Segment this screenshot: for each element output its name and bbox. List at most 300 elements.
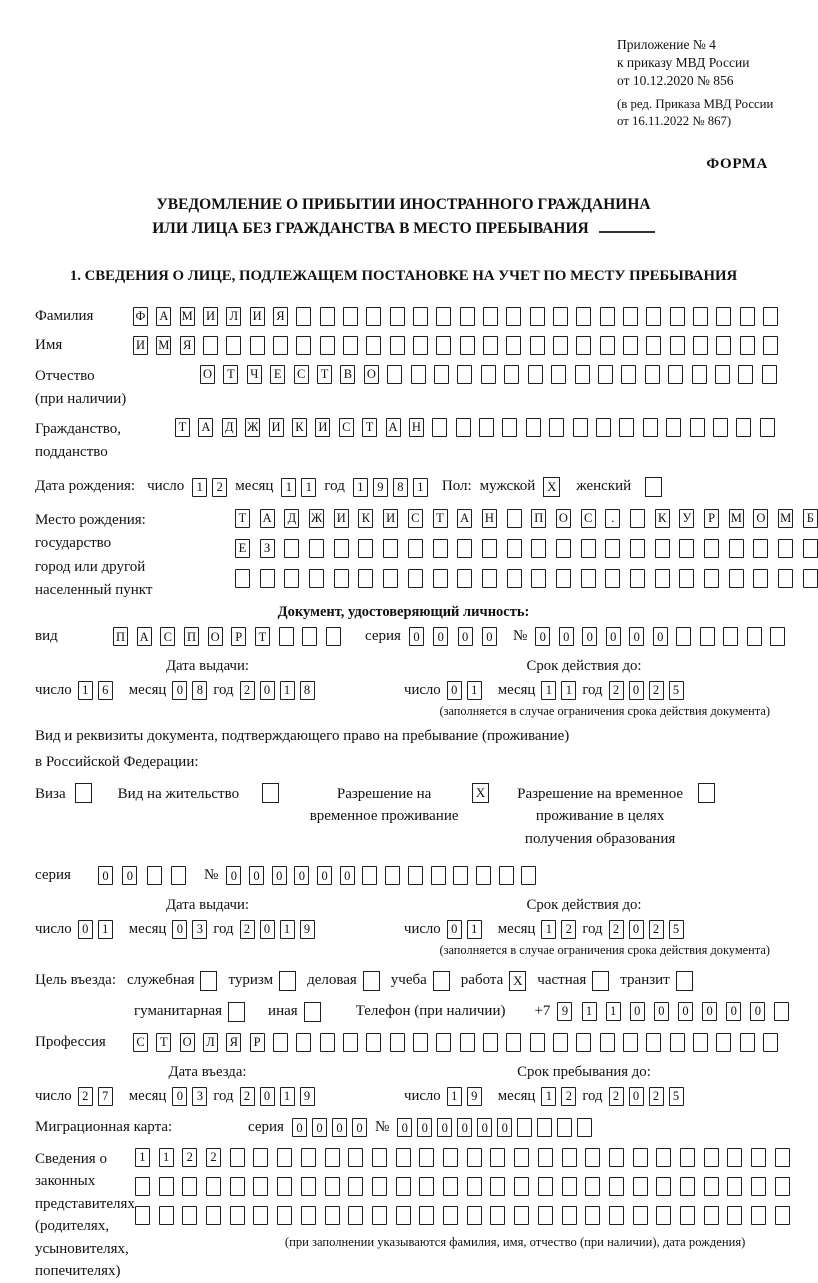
form-cell[interactable] xyxy=(803,539,818,558)
form-cell[interactable] xyxy=(490,1148,505,1167)
form-cell[interactable] xyxy=(630,509,645,528)
form-cell[interactable] xyxy=(736,418,751,437)
form-cell[interactable] xyxy=(387,365,402,384)
form-cell[interactable]: 0 xyxy=(172,1087,187,1106)
form-cell[interactable]: М xyxy=(729,509,744,528)
form-cell[interactable] xyxy=(576,336,591,355)
form-cell[interactable] xyxy=(600,336,615,355)
form-cell[interactable] xyxy=(530,336,545,355)
form-cell[interactable] xyxy=(366,307,381,326)
form-cell[interactable] xyxy=(230,1177,245,1196)
form-cell[interactable] xyxy=(778,539,793,558)
purpose-tourism-checkbox[interactable] xyxy=(279,971,296,991)
form-cell[interactable]: 0 xyxy=(417,1118,432,1137)
form-cell[interactable] xyxy=(284,569,299,588)
form-cell[interactable] xyxy=(413,307,428,326)
form-cell[interactable] xyxy=(598,365,613,384)
form-cell[interactable] xyxy=(419,1177,434,1196)
form-cell[interactable]: 1 xyxy=(159,1148,174,1167)
form-cell[interactable] xyxy=(585,1177,600,1196)
form-cell[interactable] xyxy=(600,1033,615,1052)
form-cell[interactable]: 1 xyxy=(353,478,368,497)
form-cell[interactable] xyxy=(778,569,793,588)
form-cell[interactable]: 2 xyxy=(609,1087,624,1106)
form-cell[interactable] xyxy=(260,569,275,588)
form-cell[interactable]: 0 xyxy=(249,866,264,885)
form-cell[interactable] xyxy=(502,418,517,437)
doc-type-cells[interactable] xyxy=(113,627,341,646)
form-cell[interactable]: 0 xyxy=(653,627,668,646)
form-cell[interactable] xyxy=(396,1177,411,1196)
form-cell[interactable]: 1 xyxy=(280,681,295,700)
form-cell[interactable]: 1 xyxy=(135,1148,150,1167)
form-cell[interactable]: 0 xyxy=(260,920,275,939)
form-cell[interactable] xyxy=(646,336,661,355)
form-cell[interactable] xyxy=(753,539,768,558)
issue-month-cells[interactable] xyxy=(172,681,207,700)
form-cell[interactable]: И xyxy=(315,418,330,437)
birth-place-row1-cells[interactable] xyxy=(235,509,818,528)
form-cell[interactable] xyxy=(762,365,777,384)
form-cell[interactable] xyxy=(325,1148,340,1167)
form-cell[interactable] xyxy=(774,1002,789,1021)
form-cell[interactable]: 0 xyxy=(630,1002,645,1021)
form-cell[interactable] xyxy=(431,866,446,885)
form-cell[interactable]: 0 xyxy=(629,920,644,939)
form-cell[interactable]: М xyxy=(180,307,195,326)
form-cell[interactable] xyxy=(692,365,707,384)
form-cell[interactable] xyxy=(803,569,818,588)
form-cell[interactable]: Р xyxy=(231,627,246,646)
form-cell[interactable] xyxy=(273,336,288,355)
form-cell[interactable] xyxy=(457,365,472,384)
form-cell[interactable] xyxy=(253,1206,268,1225)
form-cell[interactable]: Т xyxy=(223,365,238,384)
form-cell[interactable] xyxy=(320,1033,335,1052)
form-cell[interactable] xyxy=(656,1177,671,1196)
profession-cells[interactable] xyxy=(133,1033,778,1052)
purpose-humanitarian-checkbox[interactable] xyxy=(228,1002,245,1022)
form-cell[interactable] xyxy=(436,1033,451,1052)
form-cell[interactable] xyxy=(372,1206,387,1225)
form-cell[interactable]: 0 xyxy=(477,1118,492,1137)
form-cell[interactable]: 0 xyxy=(726,1002,741,1021)
form-cell[interactable] xyxy=(482,569,497,588)
form-cell[interactable]: П xyxy=(531,509,546,528)
form-cell[interactable]: 0 xyxy=(629,681,644,700)
doc-series-cells[interactable] xyxy=(409,627,497,646)
form-cell[interactable]: 0 xyxy=(437,1118,452,1137)
expiry-year-cells[interactable] xyxy=(609,681,684,700)
form-cell[interactable] xyxy=(679,539,694,558)
form-cell[interactable] xyxy=(556,539,571,558)
form-cell[interactable] xyxy=(715,365,730,384)
form-cell[interactable] xyxy=(348,1148,363,1167)
form-cell[interactable]: 1 xyxy=(447,1087,462,1106)
form-cell[interactable]: Р xyxy=(704,509,719,528)
form-cell[interactable]: 2 xyxy=(240,1087,255,1106)
form-cell[interactable] xyxy=(670,1033,685,1052)
form-cell[interactable] xyxy=(531,569,546,588)
form-cell[interactable] xyxy=(436,307,451,326)
form-cell[interactable]: 0 xyxy=(409,627,424,646)
birth-place-row3-cells[interactable] xyxy=(235,569,818,588)
form-cell[interactable]: К xyxy=(358,509,373,528)
form-cell[interactable] xyxy=(693,1033,708,1052)
form-cell[interactable] xyxy=(538,1177,553,1196)
form-cell[interactable] xyxy=(680,1206,695,1225)
form-cell[interactable] xyxy=(506,307,521,326)
form-cell[interactable]: 1 xyxy=(280,1087,295,1106)
purpose-study-checkbox[interactable] xyxy=(433,971,450,991)
form-cell[interactable]: 2 xyxy=(240,681,255,700)
form-cell[interactable]: 5 xyxy=(669,1087,684,1106)
form-cell[interactable] xyxy=(277,1177,292,1196)
form-cell[interactable] xyxy=(605,569,620,588)
form-cell[interactable] xyxy=(277,1206,292,1225)
form-cell[interactable] xyxy=(751,1177,766,1196)
form-cell[interactable] xyxy=(704,1148,719,1167)
form-cell[interactable]: 1 xyxy=(467,920,482,939)
form-cell[interactable]: 0 xyxy=(317,866,332,885)
form-cell[interactable]: Л xyxy=(203,1033,218,1052)
form-cell[interactable]: 0 xyxy=(433,627,448,646)
form-cell[interactable] xyxy=(171,866,186,885)
form-cell[interactable] xyxy=(630,539,645,558)
form-cell[interactable] xyxy=(135,1206,150,1225)
form-cell[interactable] xyxy=(537,1118,552,1137)
form-cell[interactable]: 0 xyxy=(750,1002,765,1021)
birth-year-cells[interactable] xyxy=(353,478,428,497)
form-cell[interactable] xyxy=(419,1206,434,1225)
form-cell[interactable] xyxy=(226,336,241,355)
form-cell[interactable] xyxy=(690,418,705,437)
form-cell[interactable]: 2 xyxy=(649,681,664,700)
form-cell[interactable] xyxy=(679,569,694,588)
form-cell[interactable]: 2 xyxy=(609,920,624,939)
form-cell[interactable] xyxy=(483,307,498,326)
form-cell[interactable]: 0 xyxy=(340,866,355,885)
form-cell[interactable]: А xyxy=(386,418,401,437)
form-cell[interactable] xyxy=(581,539,596,558)
residence-issue-month-cells[interactable] xyxy=(172,920,207,939)
form-cell[interactable] xyxy=(372,1148,387,1167)
form-cell[interactable] xyxy=(623,1033,638,1052)
form-cell[interactable]: 0 xyxy=(260,681,275,700)
form-cell[interactable] xyxy=(443,1177,458,1196)
form-cell[interactable] xyxy=(230,1206,245,1225)
form-cell[interactable]: П xyxy=(184,627,199,646)
form-cell[interactable]: 0 xyxy=(629,627,644,646)
form-cell[interactable] xyxy=(576,1033,591,1052)
form-cell[interactable] xyxy=(530,307,545,326)
form-cell[interactable] xyxy=(655,569,670,588)
form-cell[interactable] xyxy=(358,539,373,558)
form-cell[interactable]: 1 xyxy=(561,681,576,700)
form-cell[interactable] xyxy=(343,307,358,326)
form-cell[interactable]: 2 xyxy=(212,478,227,497)
form-cell[interactable] xyxy=(727,1177,742,1196)
form-cell[interactable] xyxy=(390,1033,405,1052)
form-cell[interactable]: 0 xyxy=(260,1087,275,1106)
form-cell[interactable] xyxy=(358,569,373,588)
form-cell[interactable] xyxy=(507,569,522,588)
form-cell[interactable]: 0 xyxy=(678,1002,693,1021)
form-cell[interactable] xyxy=(396,1206,411,1225)
form-cell[interactable] xyxy=(182,1177,197,1196)
form-cell[interactable] xyxy=(279,627,294,646)
form-cell[interactable] xyxy=(457,539,472,558)
residence-issue-day-cells[interactable] xyxy=(78,920,113,939)
form-cell[interactable] xyxy=(609,1177,624,1196)
entry-month-cells[interactable] xyxy=(172,1087,207,1106)
form-cell[interactable] xyxy=(366,336,381,355)
form-cell[interactable]: А xyxy=(260,509,275,528)
form-cell[interactable]: З xyxy=(260,539,275,558)
form-cell[interactable] xyxy=(656,1206,671,1225)
form-cell[interactable] xyxy=(320,336,335,355)
form-cell[interactable]: 8 xyxy=(192,681,207,700)
sex-female-checkbox[interactable] xyxy=(645,477,662,497)
form-cell[interactable] xyxy=(481,365,496,384)
form-cell[interactable] xyxy=(479,418,494,437)
form-cell[interactable] xyxy=(556,569,571,588)
form-cell[interactable] xyxy=(348,1206,363,1225)
form-cell[interactable]: 9 xyxy=(467,1087,482,1106)
form-cell[interactable]: 0 xyxy=(535,627,550,646)
form-cell[interactable] xyxy=(605,539,620,558)
form-cell[interactable] xyxy=(775,1177,790,1196)
form-cell[interactable]: 0 xyxy=(397,1118,412,1137)
form-cell[interactable] xyxy=(383,569,398,588)
form-cell[interactable]: А xyxy=(457,509,472,528)
form-cell[interactable] xyxy=(623,307,638,326)
form-cell[interactable]: М xyxy=(778,509,793,528)
form-cell[interactable] xyxy=(727,1206,742,1225)
form-cell[interactable] xyxy=(693,307,708,326)
doc-number-cells[interactable] xyxy=(535,627,785,646)
form-cell[interactable] xyxy=(467,1206,482,1225)
form-cell[interactable] xyxy=(432,418,447,437)
form-cell[interactable]: Н xyxy=(482,509,497,528)
form-cell[interactable]: Е xyxy=(270,365,285,384)
form-cell[interactable] xyxy=(343,336,358,355)
form-cell[interactable] xyxy=(763,336,778,355)
form-cell[interactable] xyxy=(206,1206,221,1225)
residence-number-cells[interactable] xyxy=(226,866,536,885)
form-cell[interactable] xyxy=(576,307,591,326)
form-cell[interactable]: 9 xyxy=(373,478,388,497)
stay-year-cells[interactable] xyxy=(609,1087,684,1106)
form-cell[interactable]: 2 xyxy=(649,920,664,939)
form-cell[interactable]: 0 xyxy=(352,1118,367,1137)
form-cell[interactable] xyxy=(655,539,670,558)
form-cell[interactable] xyxy=(411,365,426,384)
form-cell[interactable]: П xyxy=(113,627,128,646)
form-cell[interactable]: 2 xyxy=(240,920,255,939)
form-cell[interactable]: И xyxy=(203,307,218,326)
form-cell[interactable] xyxy=(235,569,250,588)
form-cell[interactable] xyxy=(531,539,546,558)
form-cell[interactable] xyxy=(396,1148,411,1167)
form-cell[interactable] xyxy=(609,1148,624,1167)
form-cell[interactable]: 1 xyxy=(582,1002,597,1021)
form-cell[interactable] xyxy=(147,866,162,885)
form-cell[interactable]: 2 xyxy=(649,1087,664,1106)
purpose-official-checkbox[interactable] xyxy=(200,971,217,991)
form-cell[interactable]: А xyxy=(156,307,171,326)
form-cell[interactable] xyxy=(553,1033,568,1052)
form-cell[interactable] xyxy=(517,1118,532,1137)
form-cell[interactable] xyxy=(206,1177,221,1196)
form-cell[interactable] xyxy=(633,1206,648,1225)
residence-expiry-month-cells[interactable] xyxy=(541,920,576,939)
form-cell[interactable] xyxy=(621,365,636,384)
form-cell[interactable]: 1 xyxy=(78,681,93,700)
form-cell[interactable] xyxy=(408,569,423,588)
form-cell[interactable]: 5 xyxy=(669,920,684,939)
form-cell[interactable] xyxy=(763,1033,778,1052)
residence-expiry-day-cells[interactable] xyxy=(447,920,482,939)
form-cell[interactable]: О xyxy=(180,1033,195,1052)
form-cell[interactable] xyxy=(383,539,398,558)
form-cell[interactable] xyxy=(562,1177,577,1196)
form-cell[interactable] xyxy=(680,1148,695,1167)
form-cell[interactable] xyxy=(467,1148,482,1167)
form-cell[interactable]: Б xyxy=(803,509,818,528)
form-cell[interactable]: Д xyxy=(222,418,237,437)
form-cell[interactable]: 0 xyxy=(629,1087,644,1106)
form-cell[interactable]: Т xyxy=(317,365,332,384)
form-cell[interactable]: Ф xyxy=(133,307,148,326)
form-cell[interactable]: 3 xyxy=(192,1087,207,1106)
form-cell[interactable] xyxy=(514,1177,529,1196)
form-cell[interactable] xyxy=(135,1177,150,1196)
form-cell[interactable] xyxy=(343,1033,358,1052)
form-cell[interactable]: 0 xyxy=(332,1118,347,1137)
form-cell[interactable] xyxy=(656,1148,671,1167)
form-cell[interactable]: 0 xyxy=(654,1002,669,1021)
form-cell[interactable] xyxy=(507,539,522,558)
form-cell[interactable] xyxy=(490,1177,505,1196)
form-cell[interactable]: 1 xyxy=(606,1002,621,1021)
given-name-cells[interactable] xyxy=(133,336,778,355)
form-cell[interactable]: С xyxy=(581,509,596,528)
form-cell[interactable] xyxy=(390,336,405,355)
form-cell[interactable]: О xyxy=(556,509,571,528)
form-cell[interactable] xyxy=(553,307,568,326)
form-cell[interactable] xyxy=(408,539,423,558)
form-cell[interactable] xyxy=(729,569,744,588)
form-cell[interactable] xyxy=(526,418,541,437)
form-cell[interactable]: Т xyxy=(175,418,190,437)
form-cell[interactable] xyxy=(521,866,536,885)
form-cell[interactable] xyxy=(646,1033,661,1052)
form-cell[interactable]: 1 xyxy=(301,478,316,497)
form-cell[interactable] xyxy=(325,1177,340,1196)
form-cell[interactable]: К xyxy=(292,418,307,437)
form-cell[interactable]: 0 xyxy=(172,920,187,939)
residence-permit-checkbox[interactable] xyxy=(262,783,279,803)
form-cell[interactable] xyxy=(538,1148,553,1167)
form-cell[interactable]: 0 xyxy=(98,866,113,885)
form-cell[interactable]: 0 xyxy=(292,1118,307,1137)
form-cell[interactable] xyxy=(366,1033,381,1052)
form-cell[interactable]: С xyxy=(339,418,354,437)
citizenship-cells[interactable] xyxy=(175,418,775,437)
form-cell[interactable] xyxy=(514,1206,529,1225)
form-cell[interactable] xyxy=(182,1206,197,1225)
form-cell[interactable]: О xyxy=(753,509,768,528)
representatives-row2-cells[interactable] xyxy=(135,1177,790,1196)
form-cell[interactable] xyxy=(413,336,428,355)
form-cell[interactable]: К xyxy=(655,509,670,528)
form-cell[interactable] xyxy=(670,336,685,355)
form-cell[interactable] xyxy=(506,1033,521,1052)
form-cell[interactable] xyxy=(528,365,543,384)
form-cell[interactable]: 6 xyxy=(98,681,113,700)
form-cell[interactable]: 9 xyxy=(300,1087,315,1106)
form-cell[interactable] xyxy=(334,539,349,558)
form-cell[interactable]: Ж xyxy=(245,418,260,437)
form-cell[interactable] xyxy=(301,1177,316,1196)
form-cell[interactable] xyxy=(760,418,775,437)
form-cell[interactable] xyxy=(630,569,645,588)
form-cell[interactable]: Д xyxy=(284,509,299,528)
form-cell[interactable] xyxy=(253,1148,268,1167)
form-cell[interactable]: Н xyxy=(409,418,424,437)
form-cell[interactable] xyxy=(309,539,324,558)
migration-series-cells[interactable] xyxy=(292,1118,367,1137)
form-cell[interactable]: Я xyxy=(180,336,195,355)
form-cell[interactable] xyxy=(309,569,324,588)
form-cell[interactable] xyxy=(557,1118,572,1137)
form-cell[interactable] xyxy=(751,1148,766,1167)
form-cell[interactable] xyxy=(456,418,471,437)
form-cell[interactable] xyxy=(585,1206,600,1225)
form-cell[interactable] xyxy=(408,866,423,885)
form-cell[interactable] xyxy=(753,569,768,588)
form-cell[interactable] xyxy=(499,866,514,885)
form-cell[interactable]: Т xyxy=(362,418,377,437)
purpose-business-checkbox[interactable] xyxy=(363,971,380,991)
purpose-transit-checkbox[interactable] xyxy=(676,971,693,991)
form-cell[interactable]: Т xyxy=(433,509,448,528)
birth-day-cells[interactable] xyxy=(192,478,227,497)
form-cell[interactable] xyxy=(633,1177,648,1196)
issue-year-cells[interactable] xyxy=(240,681,315,700)
phone-cells[interactable] xyxy=(557,1002,789,1021)
form-cell[interactable] xyxy=(413,1033,428,1052)
form-cell[interactable] xyxy=(740,1033,755,1052)
entry-year-cells[interactable] xyxy=(240,1087,315,1106)
temp-residence-education-checkbox[interactable] xyxy=(698,783,715,803)
form-cell[interactable]: 0 xyxy=(172,681,187,700)
form-cell[interactable]: 2 xyxy=(78,1087,93,1106)
form-cell[interactable]: С xyxy=(408,509,423,528)
form-cell[interactable] xyxy=(619,418,634,437)
form-cell[interactable]: И xyxy=(383,509,398,528)
form-cell[interactable] xyxy=(562,1148,577,1167)
form-cell[interactable]: 0 xyxy=(272,866,287,885)
form-cell[interactable]: А xyxy=(198,418,213,437)
form-cell[interactable]: А xyxy=(137,627,152,646)
stay-day-cells[interactable] xyxy=(447,1087,482,1106)
form-cell[interactable] xyxy=(716,307,731,326)
visa-checkbox[interactable] xyxy=(75,783,92,803)
form-cell[interactable] xyxy=(507,509,522,528)
form-cell[interactable]: 7 xyxy=(98,1087,113,1106)
